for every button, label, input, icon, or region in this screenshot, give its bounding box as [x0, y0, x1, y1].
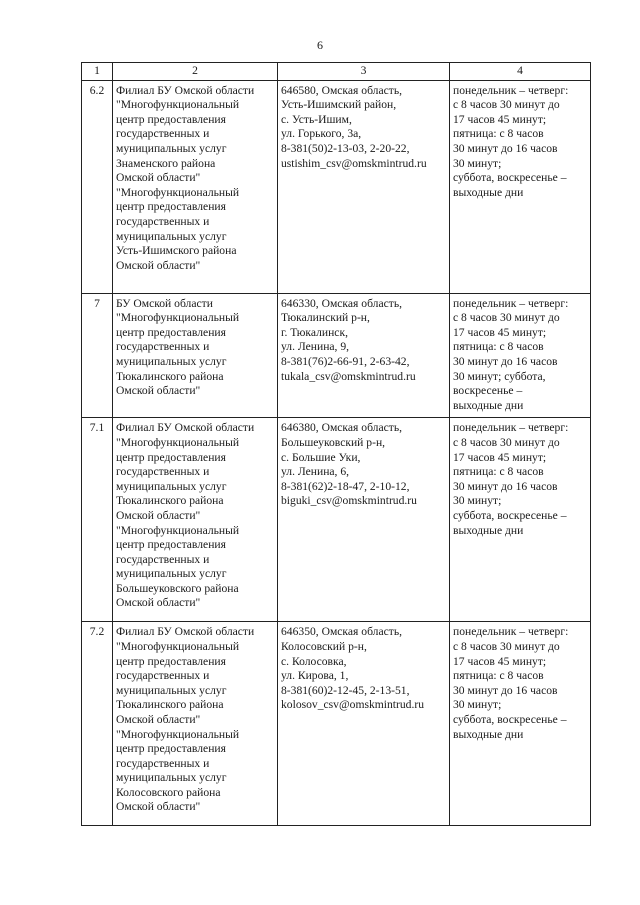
name-line: государственных и	[116, 552, 210, 566]
header-row	[82, 63, 591, 81]
name-line: Филиал БУ Омской области	[116, 83, 255, 97]
phone-line: 8-381(50)2-13-03, 2-20-22,	[281, 141, 410, 155]
name-line: государственных и	[116, 669, 210, 683]
office-address	[278, 418, 450, 622]
name-line: Большеуковского района	[116, 581, 239, 595]
name-line: "Многофункциональный	[116, 185, 240, 199]
office-name	[113, 293, 278, 418]
office-address	[278, 80, 450, 293]
name-line: муниципальных услуг	[116, 479, 227, 493]
hours-line: 30 минут;	[453, 156, 502, 170]
header-col-3: 3	[278, 63, 450, 81]
office-hours	[450, 293, 591, 418]
name-line: центр предоставления	[116, 200, 226, 214]
table-row	[82, 293, 591, 418]
name-line: Тюкалинского района	[116, 698, 224, 712]
page-number: 6	[317, 38, 323, 52]
hours-line: пятница: с 8 часов	[453, 340, 544, 354]
address-line: ул. Ленина, 6,	[281, 465, 350, 479]
hours-line: с 8 часов 30 минут до	[453, 639, 560, 653]
hours-line: 30 минут до 16 часов	[453, 141, 558, 155]
name-line: Омской области"	[116, 596, 201, 610]
hours-line: с 8 часов 30 минут до	[453, 98, 560, 112]
header-col-4: 4	[450, 63, 591, 81]
name-line: государственных и	[116, 465, 210, 479]
name-line: центр предоставления	[116, 742, 226, 756]
name-line: центр предоставления	[116, 325, 226, 339]
name-line: Филиал БУ Омской области	[116, 625, 255, 639]
hours-line: 30 минут; суббота,	[453, 369, 546, 383]
email-line: tukala_csv@omskmintrud.ru	[281, 369, 416, 383]
mfc-table	[81, 62, 591, 826]
phone-line: 8-381(76)2-66-91, 2-63-42,	[281, 354, 410, 368]
hours-line: понедельник – четверг:	[453, 625, 569, 639]
hours-line: выходные дни	[453, 398, 524, 412]
name-line: центр предоставления	[116, 450, 226, 464]
name-line: муниципальных услуг	[116, 771, 227, 785]
address-line: 646350, Омская область,	[281, 625, 403, 639]
name-line: центр предоставления	[116, 112, 226, 126]
address-line: 646380, Омская область,	[281, 421, 403, 435]
name-line: муниципальных услуг	[116, 141, 227, 155]
hours-line: понедельник – четверг:	[453, 83, 569, 97]
address-line: Тюкалинский р-н,	[281, 311, 370, 325]
name-line: центр предоставления	[116, 538, 226, 552]
row-number: 7.2	[82, 622, 113, 826]
name-line: "Многофункциональный	[116, 523, 240, 537]
hours-line: с 8 часов 30 минут до	[453, 311, 560, 325]
hours-line: пятница: с 8 часов	[453, 465, 544, 479]
hours-line: понедельник – четверг:	[453, 421, 569, 435]
office-hours	[450, 622, 591, 826]
name-line: Омской области"	[116, 508, 201, 522]
hours-line: 17 часов 45 минут;	[453, 450, 547, 464]
name-line: муниципальных услуг	[116, 229, 227, 243]
name-line: Филиал БУ Омской области	[116, 421, 255, 435]
address-line: Усть-Ишимский район,	[281, 98, 397, 112]
name-line: "Многофункциональный	[116, 98, 240, 112]
name-line: Омской области"	[116, 171, 201, 185]
name-line: Омской области"	[116, 384, 201, 398]
office-name	[113, 418, 278, 622]
hours-line: суббота, воскресенье –	[453, 712, 567, 726]
name-line: муниципальных услуг	[116, 683, 227, 697]
name-line: Тюкалинского района	[116, 494, 224, 508]
address-line: ул. Горького, 3а,	[281, 127, 362, 141]
name-line: государственных и	[116, 340, 210, 354]
name-line: "Многофункциональный	[116, 639, 240, 653]
address-line: с. Колосовка,	[281, 654, 347, 668]
office-name	[113, 80, 278, 293]
name-line: Омской области"	[116, 800, 201, 814]
hours-line: выходные дни	[453, 727, 524, 741]
name-line: государственных и	[116, 127, 210, 141]
hours-line: 17 часов 45 минут;	[453, 112, 547, 126]
name-line: муниципальных услуг	[116, 354, 227, 368]
name-line: "Многофункциональный	[116, 727, 240, 741]
hours-line: воскресенье –	[453, 384, 523, 398]
table-row	[82, 80, 591, 293]
hours-line: выходные дни	[453, 185, 524, 199]
header-col-1: 1	[82, 63, 113, 81]
table-row	[82, 622, 591, 826]
email-line: biguki_csv@omskmintrud.ru	[281, 494, 417, 508]
phone-line: 8-381(62)2-18-47, 2-10-12,	[281, 479, 410, 493]
row-number: 7	[82, 293, 113, 418]
hours-line: 30 минут до 16 часов	[453, 354, 558, 368]
hours-line: 30 минут до 16 часов	[453, 683, 558, 697]
email-line: ustishim_csv@omskmintrud.ru	[281, 156, 427, 170]
address-line: 646330, Омская область,	[281, 296, 403, 310]
name-line: государственных и	[116, 214, 210, 228]
hours-line: выходные дни	[453, 523, 524, 537]
hours-line: суббота, воскресенье –	[453, 171, 567, 185]
hours-line: 30 минут до 16 часов	[453, 479, 558, 493]
hours-line: суббота, воскресенье –	[453, 508, 567, 522]
hours-line: с 8 часов 30 минут до	[453, 435, 560, 449]
name-line: БУ Омской области	[116, 296, 213, 310]
hours-line: 30 минут;	[453, 698, 502, 712]
row-number: 6.2	[82, 80, 113, 293]
header-col-2: 2	[113, 63, 278, 81]
address-line: Колосовский р-н,	[281, 639, 367, 653]
name-line: "Многофункциональный	[116, 311, 240, 325]
address-line: ул. Кирова, 1,	[281, 669, 349, 683]
row-number: 7.1	[82, 418, 113, 622]
address-line: с. Усть-Ишим,	[281, 112, 352, 126]
name-line: Омской области"	[116, 258, 201, 272]
phone-line: 8-381(60)2-12-45, 2-13-51,	[281, 683, 410, 697]
office-hours	[450, 418, 591, 622]
hours-line: понедельник – четверг:	[453, 296, 569, 310]
name-line: государственных и	[116, 756, 210, 770]
hours-line: пятница: с 8 часов	[453, 127, 544, 141]
name-line: муниципальных услуг	[116, 567, 227, 581]
table-row	[82, 418, 591, 622]
name-line: Омской области"	[116, 712, 201, 726]
address-line: с. Большие Уки,	[281, 450, 361, 464]
email-line: kolosov_csv@omskmintrud.ru	[281, 698, 425, 712]
office-name	[113, 622, 278, 826]
address-line: г. Тюкалинск,	[281, 325, 348, 339]
name-line: Тюкалинского района	[116, 369, 224, 383]
name-line: центр предоставления	[116, 654, 226, 668]
office-address	[278, 622, 450, 826]
hours-line: 17 часов 45 минут;	[453, 325, 547, 339]
name-line: Знаменского района	[116, 156, 216, 170]
name-line: Колосовского района	[116, 785, 221, 799]
hours-line: 30 минут;	[453, 494, 502, 508]
address-line: 646580, Омская область,	[281, 83, 403, 97]
name-line: "Многофункциональный	[116, 435, 240, 449]
address-line: Большеуковский р-н,	[281, 435, 386, 449]
hours-line: 17 часов 45 минут;	[453, 654, 547, 668]
address-line: ул. Ленина, 9,	[281, 340, 350, 354]
office-address	[278, 293, 450, 418]
office-hours	[450, 80, 591, 293]
name-line: Усть-Ишимского района	[116, 244, 237, 258]
hours-line: пятница: с 8 часов	[453, 669, 544, 683]
